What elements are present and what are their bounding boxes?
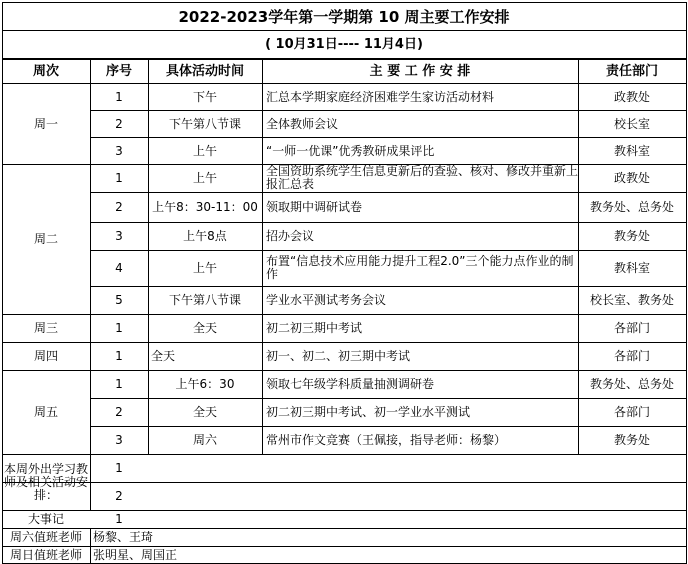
row-seq: 2 xyxy=(115,116,123,131)
row-seq: 4 xyxy=(115,261,123,275)
sunday-duty-names: 张明星、周国正 xyxy=(93,547,178,562)
frame-right xyxy=(686,2,687,564)
outing-seq: 2 xyxy=(115,489,123,503)
row-seq: 3 xyxy=(115,433,123,447)
week-label: 周一 xyxy=(33,116,58,131)
row-task: 布置“信息技术应用能力提升工程2.0”三个能力点作业的制作 xyxy=(266,254,574,281)
row-task: 全国资助系统学生信息更新后的查验、核对、修改并重新上报汇总表 xyxy=(266,164,579,191)
row-seq: 3 xyxy=(115,229,123,243)
row-dept: 教科室 xyxy=(613,261,650,275)
events-seq: 1 xyxy=(115,512,123,526)
row-time: 上午8点 xyxy=(183,229,227,243)
row-task: 招办会议 xyxy=(266,229,315,243)
week-label: 周五 xyxy=(33,405,58,419)
saturday-duty-label: 周六值班老师 xyxy=(9,530,82,544)
row-time: 上午 xyxy=(192,171,217,185)
row-time: 全天 xyxy=(192,321,217,335)
row-task: 初二初三期中考试、初一学业水平测试 xyxy=(266,405,471,419)
header-task: 主 要 工 作 安 排 xyxy=(369,63,471,79)
row-dept: 各部门 xyxy=(613,321,650,335)
row-dept: 教务处 xyxy=(613,229,650,243)
row-seq: 3 xyxy=(115,143,123,158)
row-time: 上午 xyxy=(192,261,217,275)
row-seq: 5 xyxy=(115,293,123,307)
row-dept: 校长室 xyxy=(613,116,650,131)
sunday-duty-label: 周日值班老师 xyxy=(9,547,82,562)
row-time: 全天 xyxy=(151,349,176,363)
header-time: 具体活动时间 xyxy=(165,63,244,79)
row-dept: 各部门 xyxy=(613,349,650,363)
header-seq: 序号 xyxy=(105,63,132,79)
row-time: 上午6：30 xyxy=(175,377,235,391)
row-time: 下午第八节课 xyxy=(168,293,241,307)
row-dept: 教务处、总务处 xyxy=(589,377,674,391)
row-seq: 1 xyxy=(115,171,123,185)
header-dept: 责任部门 xyxy=(605,63,658,79)
row-time: 下午 xyxy=(192,89,217,104)
row-seq: 1 xyxy=(115,89,123,104)
row-seq: 2 xyxy=(115,200,123,214)
events-label: 大事记 xyxy=(27,512,64,526)
saturday-duty-names: 杨黎、王琦 xyxy=(93,530,154,544)
row-dept: 政教处 xyxy=(613,171,650,185)
row-dept: 教务处、总务处 xyxy=(589,200,674,214)
row-task: 领取期中调研试卷 xyxy=(266,200,363,214)
row-seq: 2 xyxy=(115,405,123,419)
date-range: ( 10月31日---- 11月4日) xyxy=(265,36,423,52)
outing-seq: 1 xyxy=(115,461,123,475)
row-seq: 1 xyxy=(115,377,123,391)
row-seq: 1 xyxy=(115,349,123,363)
row-task: 学业水平测试考务会议 xyxy=(266,293,387,307)
week-label: 周三 xyxy=(33,321,58,335)
row-dept: 教务处 xyxy=(613,433,650,447)
row-time: 全天 xyxy=(192,405,217,419)
row-time: 下午第八节课 xyxy=(168,116,241,131)
row-task: “一师一优课”优秀教研成果评比 xyxy=(266,143,435,158)
row-dept: 校长室、教务处 xyxy=(589,293,674,307)
row-task: 常州市作文竞赛（王佩接，指导老师：杨黎） xyxy=(266,433,507,447)
row-task: 领取七年级学科质量抽测调研卷 xyxy=(266,377,435,391)
row-time: 上午 xyxy=(192,143,217,158)
row-dept: 政教处 xyxy=(613,89,650,104)
week-label: 周二 xyxy=(33,232,58,246)
week-label: 周四 xyxy=(33,349,58,363)
outing-label: 本周外出学习教师及相关活动安排： xyxy=(4,461,89,502)
row-time: 周六 xyxy=(192,433,217,447)
row-task: 全体教师会议 xyxy=(266,116,339,131)
row-seq: 1 xyxy=(115,321,123,335)
page-title: 2022-2023学年第一学期第 10 周主要工作安排 xyxy=(178,7,510,26)
row-dept: 各部门 xyxy=(613,405,650,419)
row-time: 上午8：30-11：00 xyxy=(152,200,258,214)
row-task: 初一、初二、初三期中考试 xyxy=(266,349,411,363)
row-task: 汇总本学期家庭经济困难学生家访活动材料 xyxy=(266,89,495,104)
row-dept: 教科室 xyxy=(613,143,650,158)
header-week: 周次 xyxy=(32,63,59,79)
row-task: 初二初三期中考试 xyxy=(266,321,363,335)
